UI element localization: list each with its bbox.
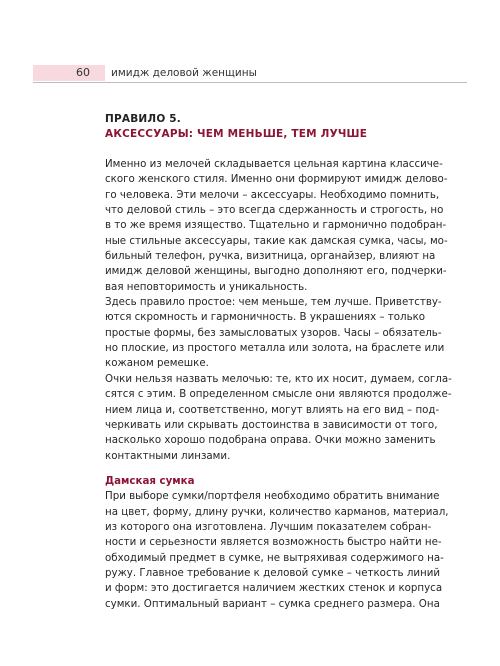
- rule-subtitle: АКСЕССУАРЫ: ЧЕМ МЕНЬШЕ, ТЕМ ЛУЧШЕ: [105, 128, 368, 140]
- header-page-band: [33, 65, 105, 81]
- header-divider: [33, 82, 467, 83]
- rule-title: ПРАВИЛО 5.: [105, 113, 181, 125]
- text-line: Здесь правило простое: чем меньше, тем лучше. Приветству-: [105, 296, 442, 309]
- text-line: простые формы, без замысловатых узоров. Часы – обязатель-: [105, 326, 442, 339]
- text-line: При выборе сумки/портфеля необходимо обратить внимание: [105, 490, 440, 503]
- page-number: 60: [76, 66, 90, 79]
- text-line: сятся с этим. В определенном смысле они являются продолже-: [105, 388, 452, 401]
- text-line: ности и серьезности является возможность быстро найти не-: [105, 536, 442, 549]
- text-line: черкивать или скрывать достоинства в зависимости от того,: [105, 418, 438, 431]
- text-line: ные стильные аксессуары, такие как дамская сумка, часы, мо-: [105, 234, 448, 247]
- text-line: сумки. Оптимальный вариант – сумка среднего размера. Она: [105, 597, 440, 610]
- text-line: имидж деловой женщины, выгодно дополняют его, подчерки-: [105, 265, 447, 278]
- running-title: имидж деловой женщины: [111, 67, 257, 79]
- text-line: насколько хорошо подобрана оправа. Очки можно заменить: [105, 434, 436, 447]
- text-line: Очки нельзя назвать мелочью: те, кто их носит, думаем, согла-: [105, 372, 452, 385]
- text-line: ружу. Главное требование к деловой сумке – четкость линий: [105, 566, 441, 579]
- text-line: кожаном ремешке.: [105, 357, 209, 370]
- text-line: Именно из мелочей складывается цельная картина классиче-: [105, 158, 443, 170]
- section-heading: Дамская сумка: [105, 474, 195, 487]
- text-line: в то же время изящество. Тщательно и гармонично подобран-: [105, 219, 447, 232]
- text-line: на цвет, форму, длину ручки, количество карманов, материал,: [105, 505, 449, 518]
- text-line: го человека. Эти мелочи – аксессуары. Необходимо помнить,: [105, 188, 440, 201]
- text-line: ского женского стиля. Именно они формируют имидж делово-: [105, 173, 448, 186]
- text-line: бильный телефон, ручка, визитница, органайзер, влияют на: [105, 250, 436, 263]
- text-line: из которого она изготовлена. Лучшим показателем собран-: [105, 520, 432, 533]
- text-line: но плоские, из простого металла или золота, на браслете или: [105, 342, 445, 355]
- text-line: вая неповторимость и уникальность.: [105, 280, 308, 293]
- body-text: [105, 157, 452, 612]
- text-line: обходимый предмет в сумке, не вытряхивая содержимого на-: [105, 551, 444, 564]
- text-line: что деловой стиль – это всегда сдержанность и строгость, но: [105, 204, 444, 217]
- text-line: нием лица и, соответственно, могут влиять на его вид – под-: [105, 403, 440, 416]
- text-line: контактными линзами.: [105, 449, 231, 462]
- text-line: и форм: это достигается наличием жестких стенок и корпуса: [105, 582, 443, 595]
- text-line: ются скромность и гармоничность. В украшениях – только: [105, 311, 426, 324]
